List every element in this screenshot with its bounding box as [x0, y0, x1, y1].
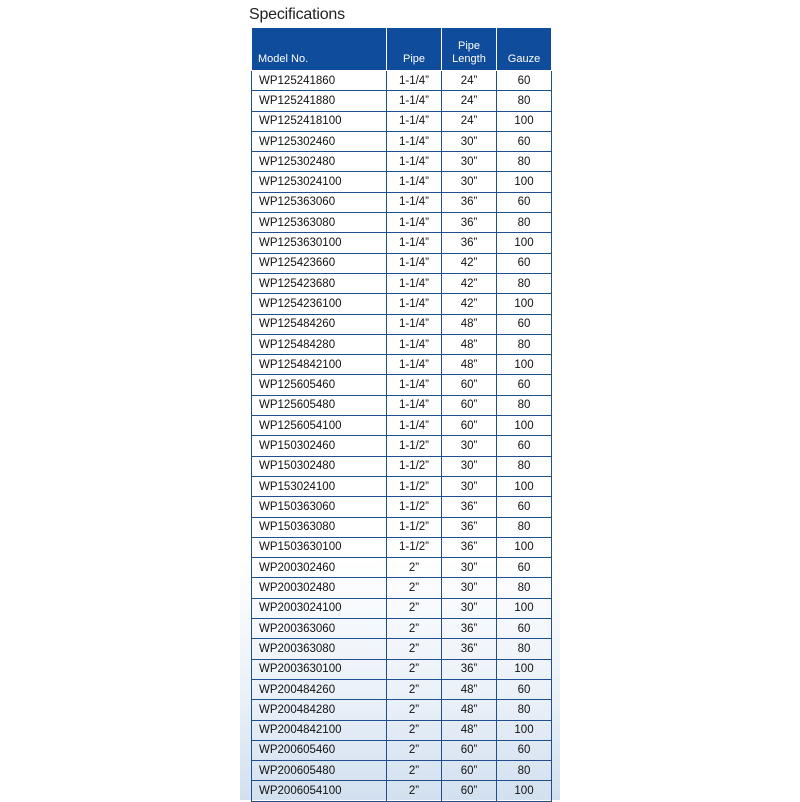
cell-model: WP200484260 — [252, 679, 387, 699]
cell-pipe: 2” — [387, 781, 442, 801]
cell-pipe: 2” — [387, 659, 442, 679]
cell-model: WP1254842100 — [252, 355, 387, 375]
cell-model: WP2006054100 — [252, 781, 387, 801]
cell-pipe-length: 48” — [442, 355, 497, 375]
cell-pipe-length: 30” — [442, 131, 497, 151]
cell-gauze: 60 — [497, 619, 552, 639]
table-header-row — [252, 28, 552, 71]
table-body — [252, 71, 552, 802]
table-row — [252, 619, 552, 639]
table-row — [252, 152, 552, 172]
cell-model: WP1253024100 — [252, 172, 387, 192]
cell-pipe: 1-1/4” — [387, 233, 442, 253]
cell-pipe: 1-1/2” — [387, 537, 442, 557]
cell-model: WP2004842100 — [252, 720, 387, 740]
table-row — [252, 578, 552, 598]
cell-pipe: 1-1/4” — [387, 91, 442, 111]
table-row — [252, 273, 552, 293]
cell-gauze: 80 — [497, 456, 552, 476]
cell-pipe-length: 36” — [442, 619, 497, 639]
cell-gauze: 60 — [497, 497, 552, 517]
cell-model: WP1503630100 — [252, 537, 387, 557]
column-header-gauze: Gauze — [497, 28, 552, 71]
cell-pipe: 2” — [387, 679, 442, 699]
cell-model: WP125423680 — [252, 273, 387, 293]
cell-gauze: 60 — [497, 71, 552, 91]
cell-pipe-length: 24” — [442, 91, 497, 111]
cell-pipe-length: 36” — [442, 213, 497, 233]
table-row — [252, 91, 552, 111]
cell-gauze: 80 — [497, 578, 552, 598]
table-row — [252, 355, 552, 375]
cell-gauze: 100 — [497, 294, 552, 314]
cell-gauze: 60 — [497, 314, 552, 334]
cell-pipe-length: 30” — [442, 152, 497, 172]
cell-gauze: 80 — [497, 152, 552, 172]
cell-gauze: 100 — [497, 233, 552, 253]
cell-pipe-length: 30” — [442, 476, 497, 496]
cell-model: WP150363080 — [252, 517, 387, 537]
cell-pipe-length: 24” — [442, 71, 497, 91]
cell-gauze: 100 — [497, 598, 552, 618]
cell-pipe: 1-1/2” — [387, 436, 442, 456]
table-row — [252, 213, 552, 233]
table-row — [252, 253, 552, 273]
cell-model: WP125363060 — [252, 192, 387, 212]
cell-gauze: 100 — [497, 172, 552, 192]
cell-gauze: 60 — [497, 131, 552, 151]
cell-pipe: 1-1/4” — [387, 111, 442, 131]
cell-model: WP125484260 — [252, 314, 387, 334]
cell-model: WP2003024100 — [252, 598, 387, 618]
cell-pipe-length: 30” — [442, 578, 497, 598]
table-row — [252, 720, 552, 740]
cell-pipe: 1-1/4” — [387, 192, 442, 212]
cell-gauze: 100 — [497, 781, 552, 801]
table-row — [252, 659, 552, 679]
cell-pipe: 1-1/4” — [387, 172, 442, 192]
cell-gauze: 80 — [497, 213, 552, 233]
table-row — [252, 679, 552, 699]
cell-gauze: 60 — [497, 740, 552, 760]
cell-pipe: 1-1/4” — [387, 395, 442, 415]
section-title: Specifications — [249, 6, 345, 23]
table-row — [252, 192, 552, 212]
cell-pipe-length: 30” — [442, 456, 497, 476]
table-row — [252, 740, 552, 760]
cell-pipe: 2” — [387, 740, 442, 760]
cell-pipe-length: 30” — [442, 172, 497, 192]
cell-gauze: 80 — [497, 273, 552, 293]
cell-gauze: 60 — [497, 253, 552, 273]
cell-gauze: 100 — [497, 659, 552, 679]
cell-model: WP125302460 — [252, 131, 387, 151]
table-row — [252, 700, 552, 720]
table-row — [252, 537, 552, 557]
table-row — [252, 436, 552, 456]
cell-gauze: 60 — [497, 192, 552, 212]
cell-pipe: 2” — [387, 578, 442, 598]
table-row — [252, 294, 552, 314]
cell-pipe-length: 42” — [442, 253, 497, 273]
cell-pipe: 2” — [387, 761, 442, 781]
cell-pipe-length: 24” — [442, 111, 497, 131]
column-header-pipe-length: Pipe Length — [442, 28, 497, 71]
cell-pipe-length: 60” — [442, 781, 497, 801]
cell-pipe: 1-1/2” — [387, 497, 442, 517]
cell-pipe-length: 60” — [442, 761, 497, 781]
table-row — [252, 639, 552, 659]
table-row — [252, 233, 552, 253]
cell-pipe-length: 30” — [442, 598, 497, 618]
cell-pipe-length: 48” — [442, 314, 497, 334]
cell-pipe-length: 60” — [442, 395, 497, 415]
cell-pipe-length: 48” — [442, 720, 497, 740]
cell-gauze: 100 — [497, 416, 552, 436]
cell-pipe: 1-1/4” — [387, 253, 442, 273]
cell-pipe: 2” — [387, 619, 442, 639]
cell-gauze: 60 — [497, 679, 552, 699]
cell-pipe-length: 42” — [442, 273, 497, 293]
table-row — [252, 375, 552, 395]
cell-gauze: 100 — [497, 355, 552, 375]
cell-pipe: 1-1/4” — [387, 152, 442, 172]
cell-pipe: 1-1/4” — [387, 314, 442, 334]
cell-gauze: 80 — [497, 700, 552, 720]
table-row — [252, 761, 552, 781]
cell-pipe-length: 48” — [442, 679, 497, 699]
cell-pipe: 1-1/2” — [387, 456, 442, 476]
table-row — [252, 497, 552, 517]
cell-pipe: 1-1/4” — [387, 416, 442, 436]
cell-pipe-length: 60” — [442, 740, 497, 760]
cell-pipe-length: 42” — [442, 294, 497, 314]
cell-gauze: 80 — [497, 91, 552, 111]
table-row — [252, 172, 552, 192]
cell-pipe: 1-1/4” — [387, 375, 442, 395]
table-row — [252, 476, 552, 496]
cell-pipe: 1-1/4” — [387, 131, 442, 151]
cell-gauze: 60 — [497, 558, 552, 578]
cell-pipe: 1-1/4” — [387, 213, 442, 233]
cell-pipe: 1-1/4” — [387, 355, 442, 375]
cell-pipe-length: 36” — [442, 517, 497, 537]
cell-model: WP125363080 — [252, 213, 387, 233]
cell-gauze: 80 — [497, 334, 552, 354]
cell-model: WP125241860 — [252, 71, 387, 91]
cell-pipe: 1-1/4” — [387, 273, 442, 293]
cell-model: WP150302460 — [252, 436, 387, 456]
table-row — [252, 558, 552, 578]
cell-model: WP1252418100 — [252, 111, 387, 131]
cell-pipe: 1-1/4” — [387, 294, 442, 314]
table-row — [252, 416, 552, 436]
table-row — [252, 71, 552, 91]
cell-model: WP125484280 — [252, 334, 387, 354]
cell-gauze: 100 — [497, 111, 552, 131]
table-row — [252, 517, 552, 537]
cell-model: WP125423660 — [252, 253, 387, 273]
cell-pipe-length: 36” — [442, 659, 497, 679]
cell-pipe: 1-1/4” — [387, 334, 442, 354]
cell-pipe-length: 36” — [442, 639, 497, 659]
table-row — [252, 111, 552, 131]
cell-model: WP200363080 — [252, 639, 387, 659]
cell-pipe-length: 60” — [442, 416, 497, 436]
table-row — [252, 131, 552, 151]
cell-model: WP200302480 — [252, 578, 387, 598]
column-header-model: Model No. — [252, 28, 387, 71]
cell-pipe: 2” — [387, 720, 442, 740]
cell-model: WP1253630100 — [252, 233, 387, 253]
cell-gauze: 80 — [497, 639, 552, 659]
cell-gauze: 60 — [497, 375, 552, 395]
cell-model: WP125302480 — [252, 152, 387, 172]
cell-model: WP200484280 — [252, 700, 387, 720]
cell-model: WP1256054100 — [252, 416, 387, 436]
column-header-pipe: Pipe — [387, 28, 442, 71]
cell-pipe-length: 36” — [442, 537, 497, 557]
cell-pipe: 2” — [387, 598, 442, 618]
cell-pipe-length: 30” — [442, 436, 497, 456]
cell-model: WP150363060 — [252, 497, 387, 517]
cell-model: WP125605460 — [252, 375, 387, 395]
cell-pipe: 2” — [387, 639, 442, 659]
table-row — [252, 781, 552, 801]
table-row — [252, 456, 552, 476]
table-row — [252, 314, 552, 334]
cell-pipe-length: 36” — [442, 192, 497, 212]
cell-pipe-length: 36” — [442, 497, 497, 517]
cell-model: WP125605480 — [252, 395, 387, 415]
cell-model: WP2003630100 — [252, 659, 387, 679]
cell-model: WP200605480 — [252, 761, 387, 781]
cell-pipe-length: 48” — [442, 700, 497, 720]
cell-pipe-length: 48” — [442, 334, 497, 354]
cell-pipe: 2” — [387, 700, 442, 720]
cell-gauze: 100 — [497, 476, 552, 496]
cell-pipe-length: 36” — [442, 233, 497, 253]
specifications-table — [251, 27, 552, 802]
cell-gauze: 80 — [497, 395, 552, 415]
cell-model: WP1254236100 — [252, 294, 387, 314]
cell-model: WP153024100 — [252, 476, 387, 496]
cell-pipe: 1-1/4” — [387, 71, 442, 91]
cell-model: WP150302480 — [252, 456, 387, 476]
cell-gauze: 80 — [497, 761, 552, 781]
cell-model: WP125241880 — [252, 91, 387, 111]
cell-gauze: 60 — [497, 436, 552, 456]
table-row — [252, 598, 552, 618]
cell-model: WP200605460 — [252, 740, 387, 760]
cell-pipe-length: 60” — [442, 375, 497, 395]
cell-model: WP200302460 — [252, 558, 387, 578]
cell-pipe-length: 30” — [442, 558, 497, 578]
cell-pipe: 1-1/2” — [387, 476, 442, 496]
cell-gauze: 80 — [497, 517, 552, 537]
cell-pipe: 2” — [387, 558, 442, 578]
cell-pipe: 1-1/2” — [387, 517, 442, 537]
cell-model: WP200363060 — [252, 619, 387, 639]
cell-gauze: 100 — [497, 537, 552, 557]
table-row — [252, 395, 552, 415]
table-row — [252, 334, 552, 354]
cell-gauze: 100 — [497, 720, 552, 740]
